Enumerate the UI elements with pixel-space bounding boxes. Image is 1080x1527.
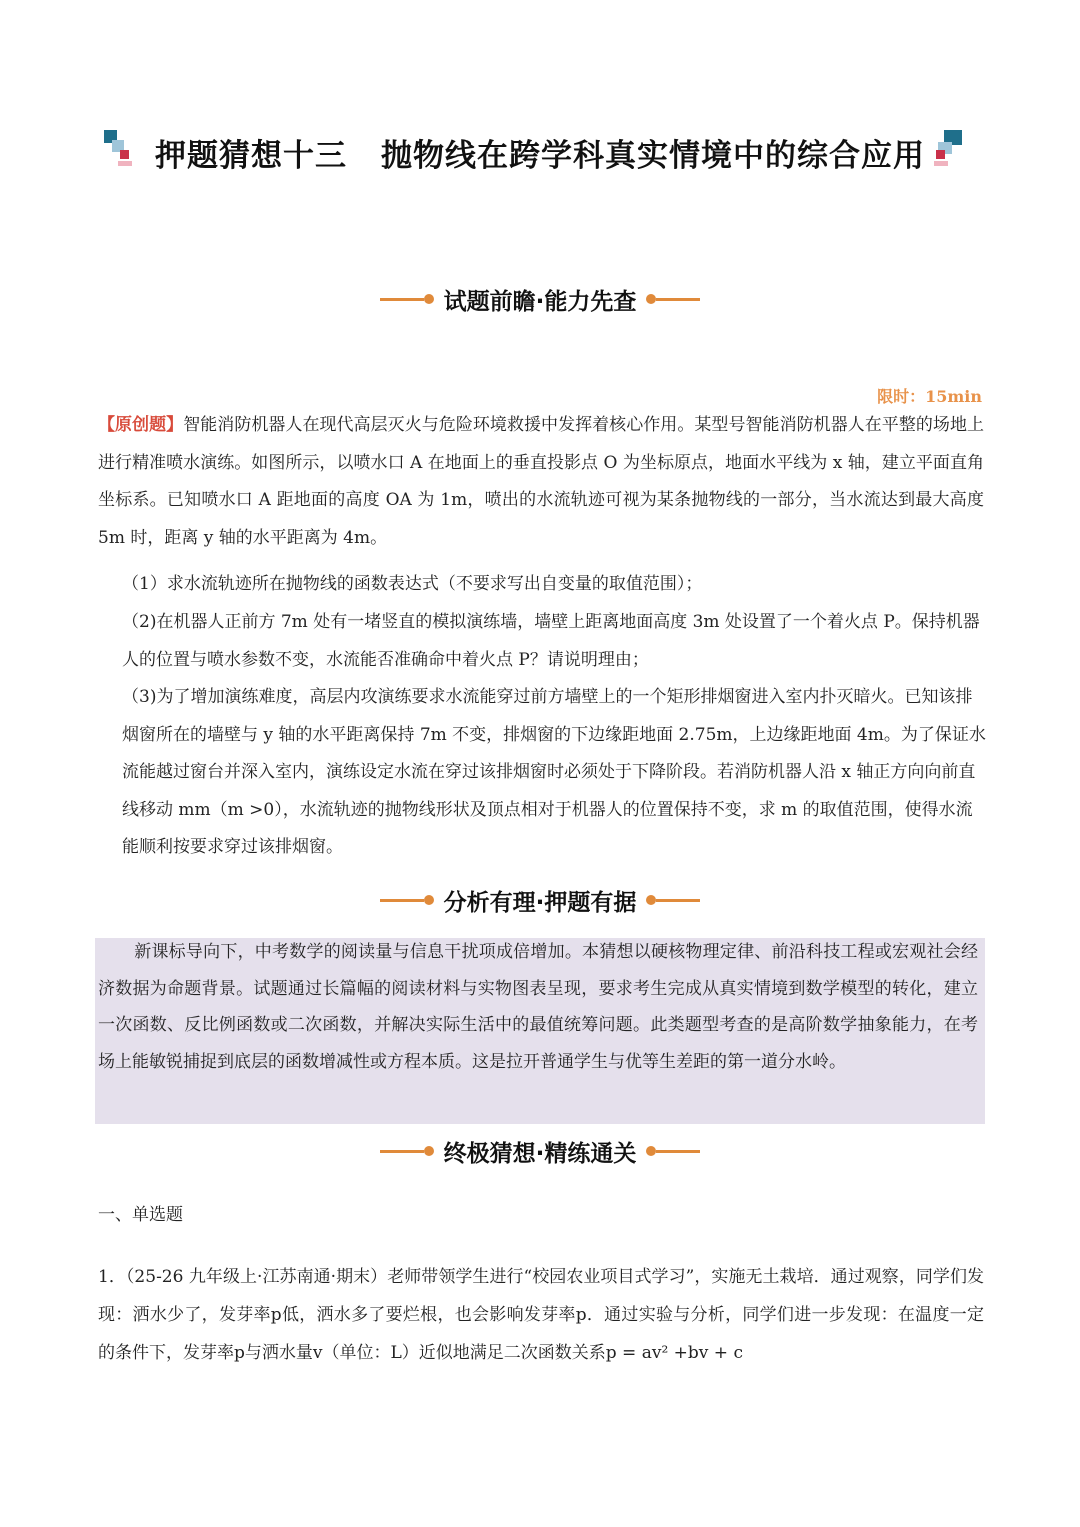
heading-dot-left bbox=[424, 294, 434, 304]
section-heading-practice bbox=[0, 1131, 1080, 1171]
heading-text: 终极猜想·精练通关 bbox=[443, 1140, 637, 1167]
heading-line-right bbox=[656, 298, 700, 301]
heading-line-right bbox=[656, 899, 700, 902]
heading-dot-right bbox=[646, 294, 656, 304]
original-problem-text bbox=[98, 407, 984, 557]
heading-line-left bbox=[380, 298, 424, 301]
analysis-text bbox=[98, 934, 978, 1080]
question-2: （2)在机器人正前方 7m 处有一堵竖直的模拟演练墙，墙壁上距离地面高度 3m 处设置了一个着火点 P。保持机器人的位置与喷水参数不变，水流能否准确命中着火点 P？请说明理由； bbox=[122, 612, 980, 670]
heading-line-left bbox=[380, 899, 424, 902]
heading-dot-left bbox=[424, 1146, 434, 1156]
section-heading-analysis bbox=[0, 880, 1080, 920]
heading-dot-right bbox=[646, 895, 656, 905]
original-tag: 【原创题】 bbox=[98, 415, 184, 435]
heading-line-right bbox=[656, 1150, 700, 1153]
problem-1: 1．（25-26 九年级上·江苏南通·期末）老师带领学生进行“校园农业项目式学习”，实施无土栽培．通过观察，同学们发现：洒水少了，发芽率p低，洒水多了要烂根，也会影响发芽率p．通过实验与分析，同学们进一步发现：在温度一定的条件下，发芽率p与洒水量v（单位：L）近似地满足二次函数关系p = av² +bv + c bbox=[98, 1267, 984, 1363]
title-part2: 抛物线在跨学科真实情境中的综合应用 bbox=[381, 138, 925, 174]
section-heading-preview bbox=[0, 279, 1080, 319]
analysis-body: 新课标导向下，中考数学的阅读量与信息干扰项成倍增加。本猜想以硬核物理定律、前沿科技工程或宏观社会经济数据为命题背景。试题通过长篇幅的阅读材料与实物图表呈现，要求考生完成从真实情境到数学模型的转化，建立一次函数、反比例函数或二次函数，并解决实际生活中的最值统筹问题。此类题型考查的是高阶数学抽象能力，在考场上能敏锐捕捉到底层的函数增减性或方程本质。这是拉开普通学生与优等生差距的第一道分水岭。 bbox=[98, 942, 978, 1072]
heading-text: 分析有理·押题有据 bbox=[443, 889, 637, 916]
original-body: 智能消防机器人在现代高层灭火与危险环境救援中发挥着核心作用。某型号智能消防机器人在平整的场地上进行精准喷水演练。如图所示，以喷水口 A 在地面上的垂直投影点 O 为坐标原点，地面水平线为 x 轴，建立平面直角坐标系。已知喷水口 A 距地面的高度 OA 为 1m，喷出的水流轨迹可视为某条抛物线的一部分，当水流达到最大高度 5m 时，距离 y 轴的水平距离为 4m。 bbox=[98, 415, 985, 548]
question-3: （3)为了增加演练难度，高层内攻演练要求水流能穿过前方墙壁上的一个矩形排烟窗进入室内扑灭暗火。已知该排烟窗所在的墙壁与 y 轴的水平距离保持 7m 不变，排烟窗的下边缘距地面 2.75m，上边缘距地面 4m。为了保证水流能越过窗台并深入室内，演练设定水流在穿过该排烟窗时必须处于下降阶段。若消防机器人沿 x 轴正方向向前直线移动 mm（m >0），水流轨迹的抛物线形状及顶点相对于机器人的位置保持不变，求 m 的取值范围，使得水流能顺利按要求穿过该排烟窗。 bbox=[122, 687, 986, 857]
heading-dot-right bbox=[646, 1146, 656, 1156]
subsection-title: 一、单选题 bbox=[98, 1205, 183, 1225]
time-limit-value: 15min bbox=[925, 387, 982, 406]
heading-dot-left bbox=[424, 895, 434, 905]
title-part1: 押题猜想十三 bbox=[155, 138, 347, 174]
heading-text: 试题前瞻·能力先查 bbox=[443, 288, 637, 315]
page-title bbox=[0, 130, 1080, 175]
question-1: （1）求水流轨迹所在抛物线的函数表达式（不要求写出自变量的取值范围）； bbox=[122, 574, 703, 594]
time-limit bbox=[877, 384, 982, 407]
time-limit-label: 限时： bbox=[877, 387, 926, 406]
heading-line-left bbox=[380, 1150, 424, 1153]
